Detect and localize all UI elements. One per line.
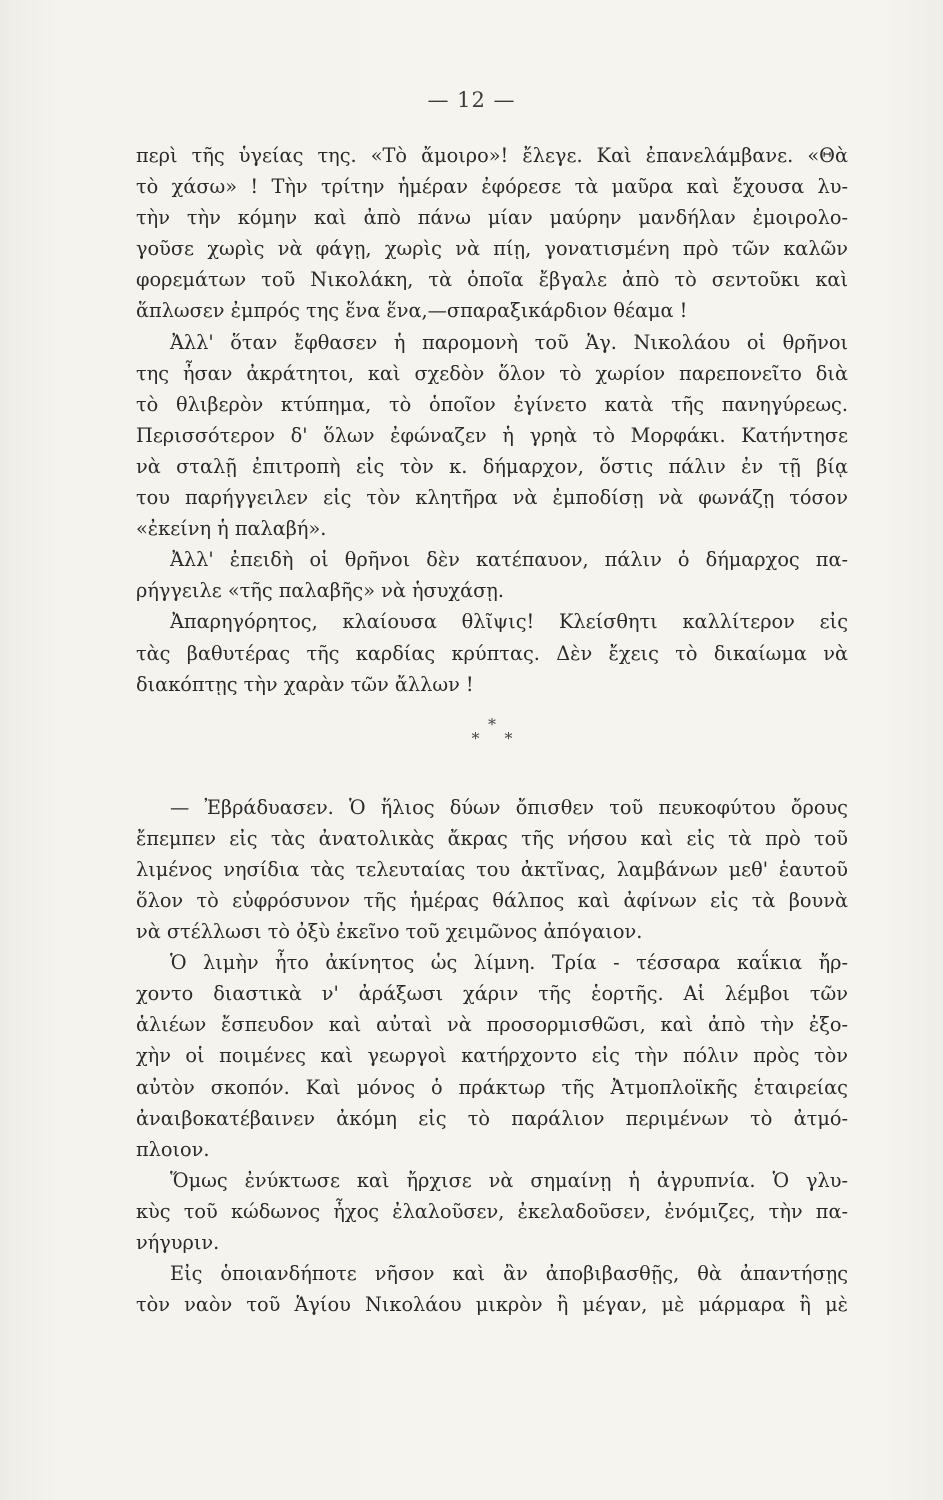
text-line: του παρήγγειλεν εἰς τὸν κλητῆρα νὰ ἐμποδίσῃ νὰ φωνάζῃ τόσον: [136, 486, 848, 510]
text-line: Ὁ λιμὴν ἦτο ἀκίνητος ὡς λίμνη. Τρία - τέσσαρα καΐκια ἤρ-: [170, 951, 848, 975]
asterism-bottom: * *: [471, 728, 523, 748]
text-line: νήγυριν.: [136, 1231, 220, 1254]
text-line: αὐτὸν σκοπόν. Καὶ μόνος ὁ πράκτωρ τῆς Ἀτμοπλοϊκῆς ἑταιρείας: [136, 1075, 848, 1099]
paragraph: [136, 606, 848, 699]
text-line: τὴν τὴν κόμην καὶ ἀπὸ πάνω μίαν μαύρην μανδήλαν ἐμοιρολο-: [136, 206, 848, 230]
text-line: τὸ χάσω» ! Τὴν τρίτην ἡμέραν ἐφόρεσε τὰ μαῦρα καὶ ἔχουσα λυ-: [136, 175, 848, 199]
text-line: διακόπτῃς τὴν χαρὰν τῶν ἄλλων !: [136, 672, 474, 696]
text-line: νὰ σταλῇ ἐπιτροπὴ εἰς τὸν κ. δήμαρχον, ὅστις πάλιν ἐν τῇ βίᾳ: [136, 454, 848, 478]
page-number: — 12 —: [427, 88, 516, 112]
text-line: νὰ στέλλωσι τὸ ὀξὺ ἐκεῖνο τοῦ χειμῶνος ἀπόγαιον.: [136, 920, 643, 944]
text-line: λιμένος νησίδια τὰς τελευταίας του ἀκτῖνας, λαμβάνων μεθ' ἑαυτοῦ: [136, 857, 848, 881]
body-text: [136, 140, 848, 1320]
section-separator: [136, 700, 848, 792]
text-line: Ἀλλ' ὅταν ἔφθασεν ἡ παρομονὴ τοῦ Ἁγ. Νικολάου οἱ θρῆνοι: [170, 330, 848, 354]
text-line: χὴν οἱ ποιμένες καὶ γεωργοὶ κατήρχοντο εἰς τὴν πόλιν πρὸς τὸν: [136, 1044, 848, 1068]
text-line: ἀναιβοκατέβαινεν ἀκόμη εἰς τὸ παράλιον περιμένων τὸ ἀτμό-: [136, 1106, 848, 1130]
asterism: [136, 714, 848, 748]
text-line: — Ἐβράδυασεν. Ὁ ἥλιος δύων ὄπισθεν τοῦ πευκοφύτου ὄρους: [170, 795, 848, 819]
paragraph: [136, 327, 848, 545]
paragraph: [136, 792, 848, 947]
text-line: ἔπεμπεν εἰς τὰς ἀνατολικὰς ἄκρας τῆς νήσου καὶ εἰς τὰ πρὸ τοῦ: [136, 826, 848, 850]
text-line: της ἦσαν ἀκράτητοι, καὶ σχεδὸν ὅλον τὸ χωρίον παρεπονεῖτο διὰ: [136, 361, 848, 385]
paragraph: [136, 1258, 848, 1320]
text-line: ἅπλωσεν ἐμπρός της ἕνα ἕνα,—σπαραξικάρδιον θέαμα !: [136, 299, 688, 323]
text-line: Εἰς ὁποιανδήποτε νῆσον καὶ ἂν ἀποβιβασθῇς, θὰ ἀπαντήσῃς: [170, 1262, 848, 1286]
paragraph: [136, 544, 848, 606]
text-line: τὸν ναὸν τοῦ Ἁγίου Νικολάου μικρὸν ἢ μέγαν, μὲ μάρμαρα ἢ μὲ: [136, 1293, 848, 1317]
text-line: τὸ θλιβερὸν κτύπημα, τὸ ὁποῖον ἐγίνετο κατὰ τῆς πανηγύρεως.: [136, 392, 848, 416]
text-line: ρήγγειλε «τῆς παλαβῆς» νὰ ἡσυχάσῃ.: [136, 579, 504, 603]
text-line: Ἀλλ' ἐπειδὴ οἱ θρῆνοι δὲν κατέπαυον, πάλιν ὁ δήμαρχος πα-: [170, 548, 848, 572]
text-line: φορεμάτων τοῦ Νικολάκη, τὰ ὁποῖα ἔβγαλε ἀπὸ τὸ σεντοῦκι καὶ: [136, 268, 848, 292]
text-line: Ἀπαρηγόρητος, κλαίουσα θλῖψις! Κλείσθητι καλλίτερον εἰς: [170, 610, 848, 634]
asterism-top: *: [488, 714, 496, 734]
text-line: γοῦσε χωρὶς νὰ φάγῃ, χωρὶς νὰ πίῃ, γονατισμένη πρὸ τῶν καλῶν: [136, 237, 848, 261]
paragraph: [136, 140, 848, 327]
text-line: χοντο διαστικὰ ν' ἀράξωσι χάριν τῆς ἑορτῆς. Αἱ λέμβοι τῶν: [136, 982, 848, 1006]
text-line: Ὅμως ἐνύκτωσε καὶ ἤρχισε νὰ σημαίνῃ ἡ ἀγρυπνία. Ὁ γλυ-: [170, 1168, 848, 1192]
text-line: ἁλιέων ἔσπευδον καὶ αὐταὶ νὰ προσορμισθῶσι, καὶ ἀπὸ τὴν ἐξο-: [136, 1013, 848, 1037]
text-line: περὶ τῆς ὑγείας της. «Τὸ ἄμοιρο»! ἔλεγε. Καὶ ἐπανελάμβανε. «Θὰ: [136, 144, 848, 167]
text-line: πλοιον.: [136, 1137, 210, 1161]
text-line: ὅλον τὸ εὐφρόσυνον τῆς ἡμέρας θάλπος καὶ ἀφίνων εἰς τὰ βουνὰ: [136, 888, 848, 912]
text-line: τὰς βαθυτέρας τῆς καρδίας κρύπτας. Δὲν ἔχεις τὸ δικαίωμα νὰ: [136, 641, 848, 665]
text-line: Περισσότερον δ' ὅλων ἐφώναζεν ἡ γρηὰ τὸ Μορφάκι. Κατήντησε: [136, 423, 848, 447]
text-line: «ἐκείνη ἡ παλαβή».: [136, 517, 327, 541]
paragraph: [136, 947, 848, 1165]
text-line: κὺς τοῦ κώδωνος ἦχος ἐλαλοῦσεν, ἐκελαδοῦσεν, ἐνόμιζες, τὴν πα-: [136, 1199, 848, 1223]
paragraph: [136, 1165, 848, 1258]
